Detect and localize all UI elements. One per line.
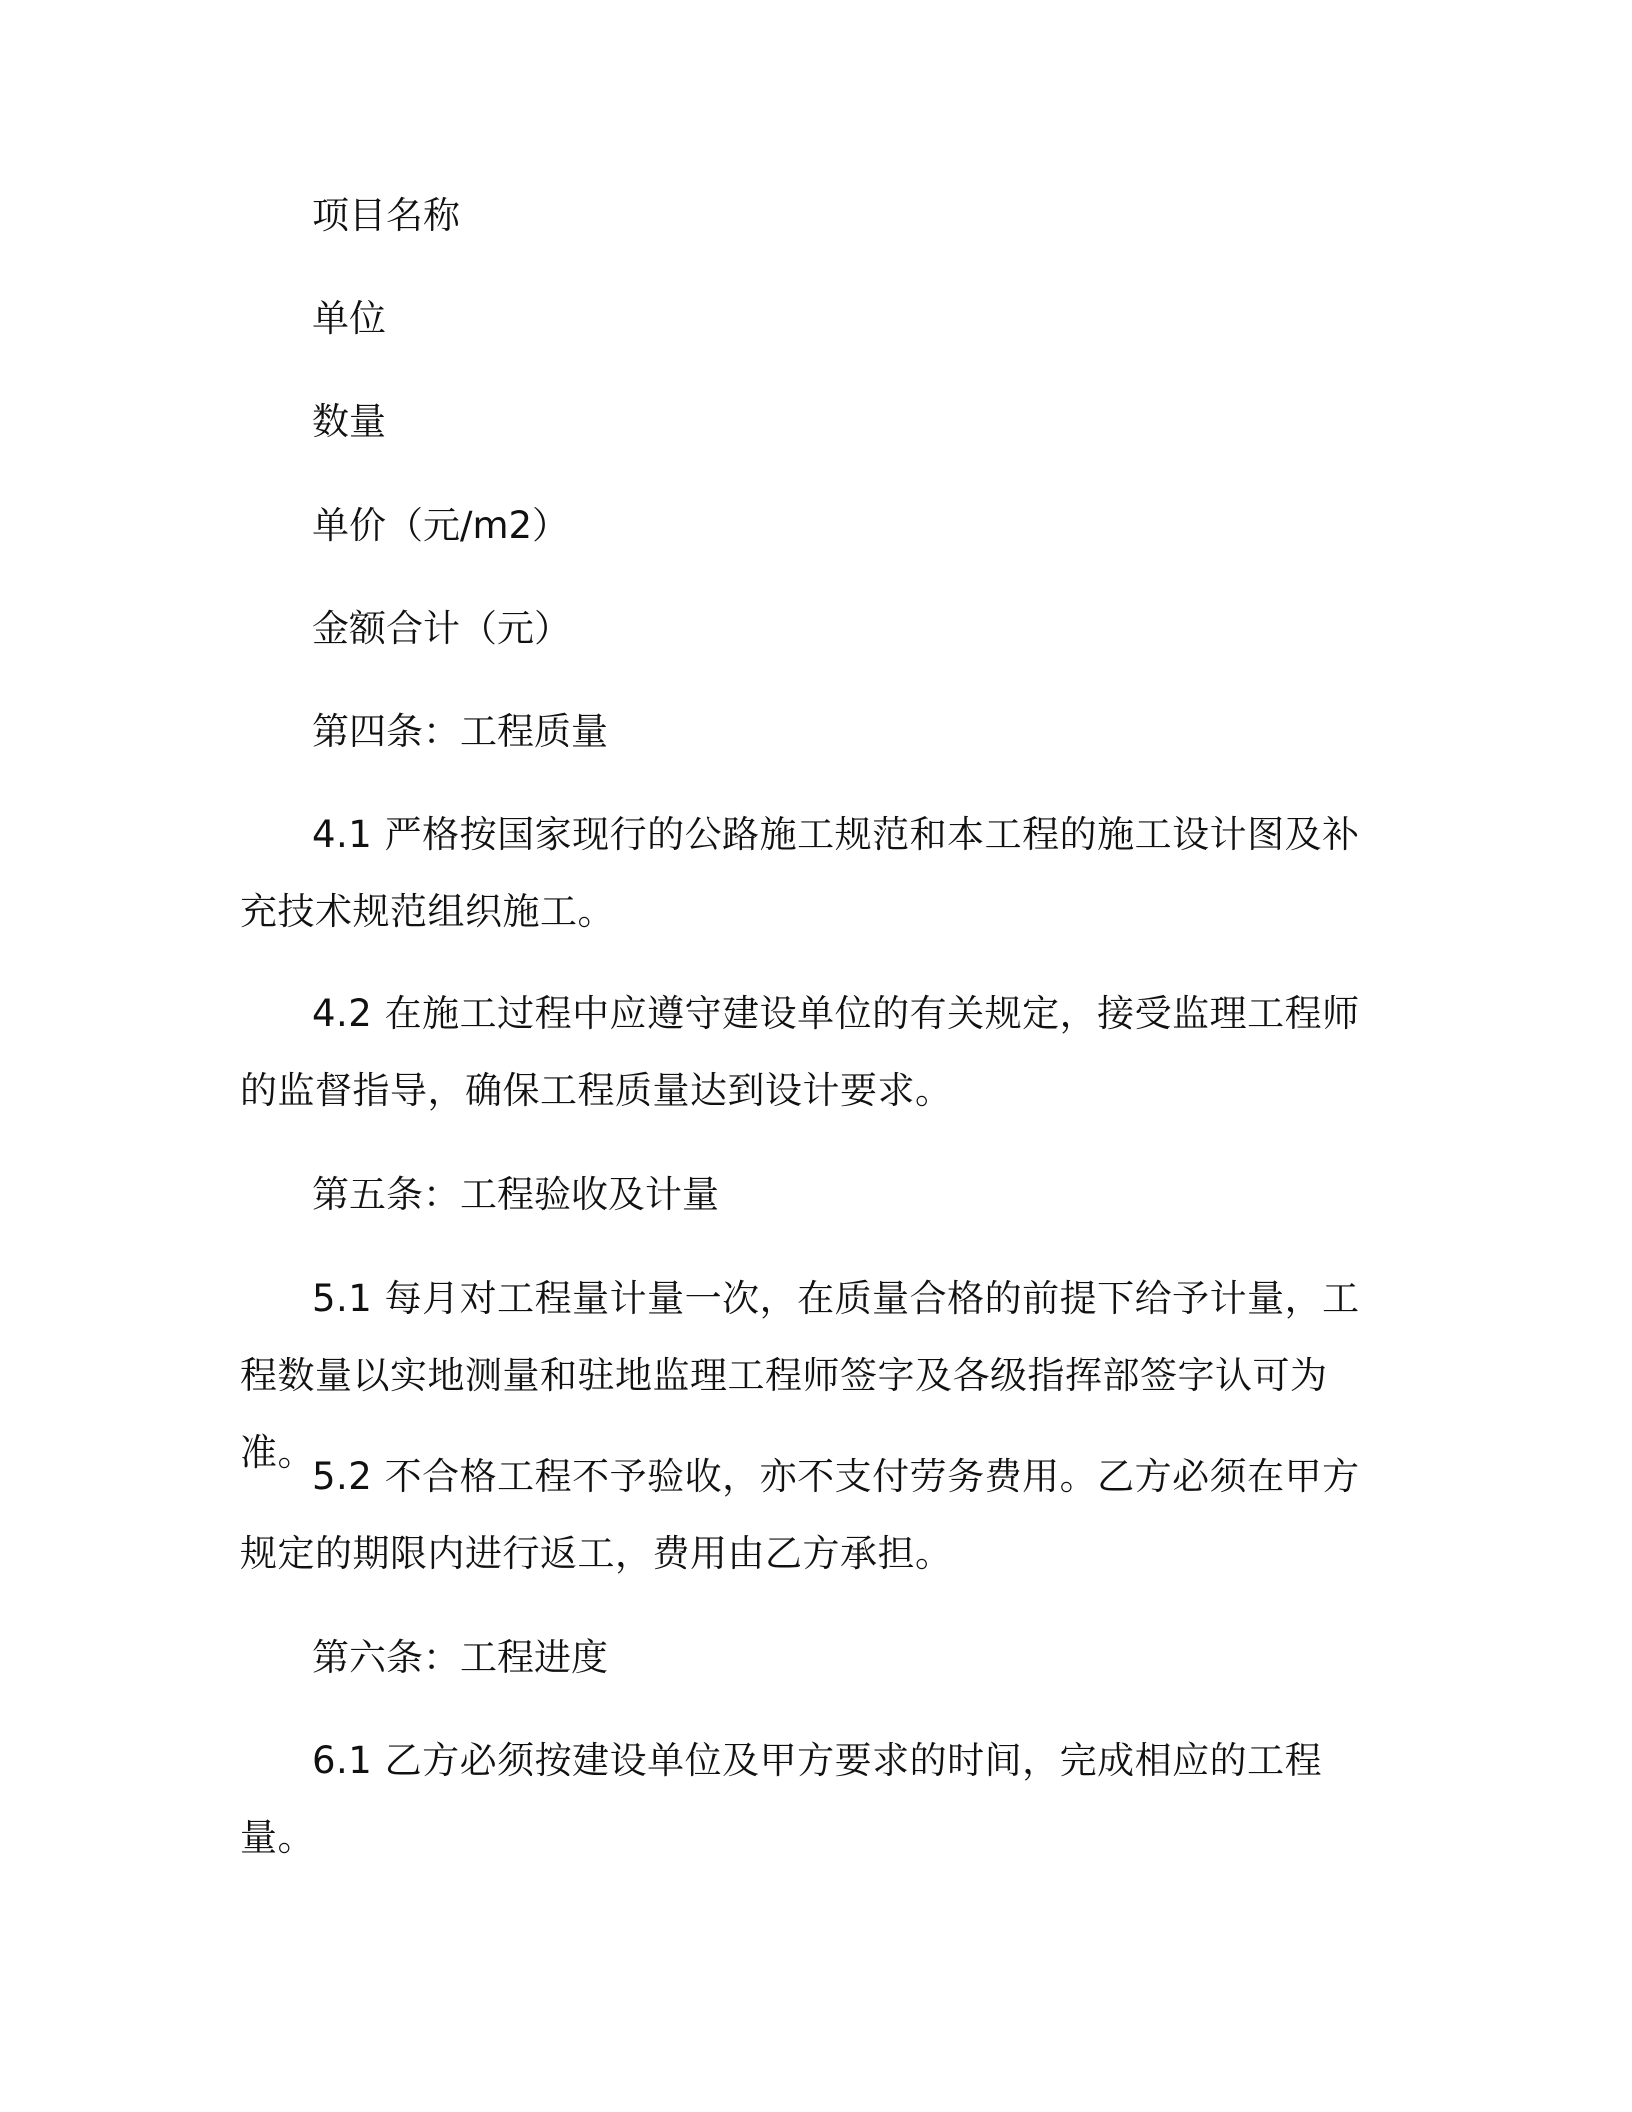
item-project-name: 项目名称 (312, 194, 460, 237)
article6-paragraph-1: 6.1 乙方必须按建设单位及甲方要求的时间，完成相应的工程量。 (240, 1739, 1323, 1859)
article4-paragraph-2: 4.2 在施工过程中应遵守建设单位的有关规定，接受监理工程师的监督指导，确保工程质量达到设计要求。 (240, 992, 1360, 1112)
article5-heading: 第五条：工程验收及计量 (312, 1173, 719, 1216)
item-quantity: 数量 (312, 400, 386, 443)
article4-heading: 第四条：工程质量 (312, 710, 608, 753)
article4-paragraph-1: 4.1 严格按国家现行的公路施工规范和本工程的施工设计图及补充技术规范组织施工。 (240, 813, 1360, 933)
item-unit-price: 单价（元/m2） (312, 504, 570, 547)
article5-paragraph-1: 5.1 每月对工程量计量一次，在质量合格的前提下给予计量，工程数量以实地测量和驻地监理工程师签字及各级指挥部签字认可为准。 (240, 1277, 1360, 1474)
article6-heading: 第六条：工程进度 (312, 1636, 608, 1679)
item-unit: 单位 (312, 297, 386, 340)
item-total-amount: 金额合计（元） (312, 607, 571, 650)
article5-paragraph-2: 5.2 不合格工程不予验收，亦不支付劳务费用。乙方必须在甲方规定的期限内进行返工，费用由乙方承担。 (240, 1455, 1360, 1575)
